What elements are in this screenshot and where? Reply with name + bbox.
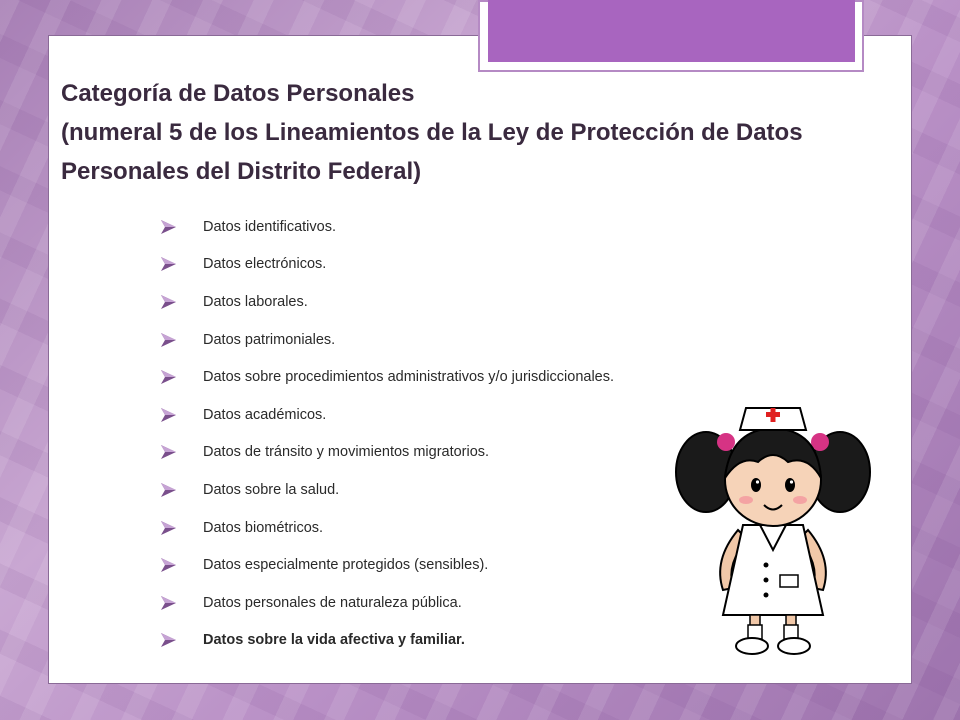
list-item	[160, 358, 614, 396]
arrow-right-icon	[160, 256, 178, 272]
list-item-label: Datos identificativos.	[203, 218, 336, 235]
arrow-right-icon	[160, 332, 178, 348]
arrow-right-icon	[160, 482, 178, 498]
list-item	[160, 622, 614, 660]
arrow-right-icon	[160, 407, 178, 423]
bullet-list	[160, 208, 614, 659]
list-item	[160, 283, 614, 321]
list-item-label: Datos de tránsito y movimientos migratorios.	[203, 444, 490, 461]
list-item-label: Datos sobre procedimientos administrativos y/o jurisdiccionales.	[203, 369, 615, 386]
arrow-right-icon	[160, 557, 178, 573]
list-item	[160, 434, 614, 472]
slide-title	[61, 74, 891, 191]
list-item	[160, 509, 614, 547]
accent-block	[488, 0, 855, 62]
list-item-label: Datos especialmente protegidos (sensibles).	[203, 557, 489, 574]
list-item-label: Datos electrónicos.	[203, 256, 327, 273]
list-item	[160, 321, 614, 359]
arrow-right-icon	[160, 595, 178, 611]
arrow-right-icon	[160, 632, 178, 648]
title-line-1: Categoría de Datos Personales	[61, 80, 415, 107]
list-item-label: Datos sobre la vida afectiva y familiar.	[203, 632, 465, 649]
list-item-label: Datos patrimoniales.	[203, 331, 336, 348]
arrow-right-icon	[160, 520, 178, 536]
list-item-label: Datos académicos.	[203, 406, 327, 423]
list-item	[160, 246, 614, 284]
list-item-label: Datos laborales.	[203, 293, 308, 310]
list-item	[160, 471, 614, 509]
nurse-girl-illustration	[668, 400, 878, 660]
list-item-label: Datos sobre la salud.	[203, 481, 340, 498]
list-item	[160, 584, 614, 622]
title-line-3: Personales del Distrito Federal)	[61, 158, 422, 185]
list-item-label: Datos personales de naturaleza pública.	[203, 594, 462, 611]
list-item	[160, 546, 614, 584]
list-item	[160, 208, 614, 246]
arrow-right-icon	[160, 219, 178, 235]
title-line-2: (numeral 5 de los Lineamientos de la Ley de Protección de Datos	[61, 119, 803, 146]
arrow-right-icon	[160, 444, 178, 460]
list-item	[160, 396, 614, 434]
arrow-right-icon	[160, 369, 178, 385]
arrow-right-icon	[160, 294, 178, 310]
list-item-label: Datos biométricos.	[203, 519, 324, 536]
